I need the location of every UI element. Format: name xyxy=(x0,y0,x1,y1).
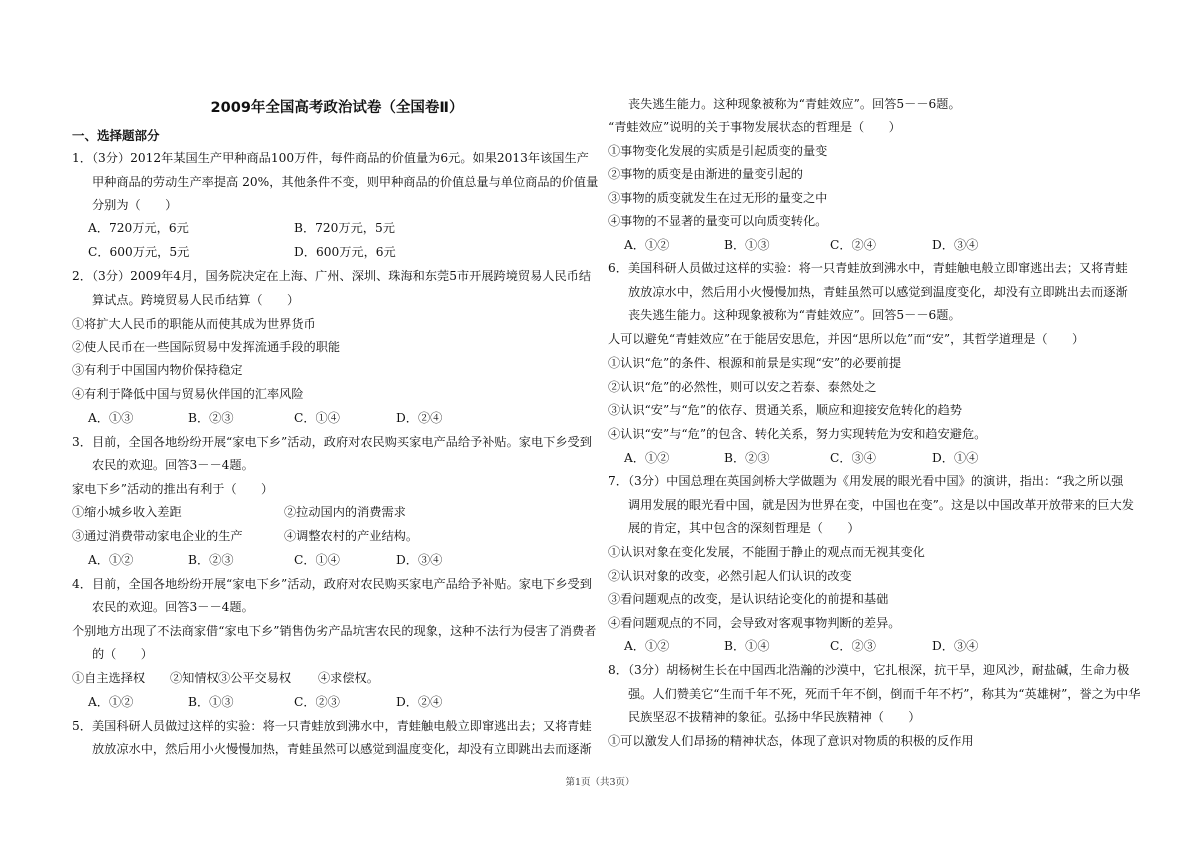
question-4-statement: ④求偿权。 xyxy=(318,671,379,685)
question-4-line: 农民的欢迎。回答3－－4题。 xyxy=(92,600,254,614)
question-7-statement: ③看问题观点的改变，是认识结论变化的前提和基础 xyxy=(608,592,889,606)
question-4-line: 个别地方出现了不法商家借“家电下乡”销售伪劣产品坑害农民的现象，这种不法行为侵害了消费者 xyxy=(72,624,597,638)
question-1-option-a: A．720万元，6元 xyxy=(88,221,189,235)
question-6-line: 丧失逃生能力。这种现象被称为“青蛙效应”。回答5－－6题。 xyxy=(628,308,961,322)
question-5-statement: ④事物的不显著的量变可以向质变转化。 xyxy=(608,214,828,228)
question-7-line: 7．（3分）中国总理在英国剑桥大学做题为《用发展的眼光看中国》的演讲，指出：“我之所以强 xyxy=(608,474,1124,488)
question-5-statement: ①事物变化发展的实质是引起质变的量变 xyxy=(608,144,828,158)
question-4-option-d: D．②④ xyxy=(396,695,443,709)
question-4-statement: ③公平交易权 xyxy=(218,671,292,685)
question-5-line: “青蛙效应”说明的关于事物发展状态的哲理是（ ） xyxy=(608,120,901,134)
question-5-line: 丧失逃生能力。这种现象被称为“青蛙效应”。回答5－－6题。 xyxy=(628,97,961,111)
question-3-line: 农民的欢迎。回答3－－4题。 xyxy=(92,458,254,472)
question-7-statement: ④看问题观点的不同，会导致对客观事物判断的差异。 xyxy=(608,616,901,630)
question-8-statement: ①可以激发人们昂扬的精神状态，体现了意识对物质的积极的反作用 xyxy=(608,734,974,748)
question-3-line: 3．目前，全国各地纷纷开展“家电下乡”活动，政府对农民购买家电产品给予补贴。家电下乡受到 xyxy=(72,435,592,449)
question-1-option-c: C．600万元，5元 xyxy=(88,245,190,259)
question-7-line: 展的肯定，其中包含的深刻哲理是（ ） xyxy=(628,521,860,535)
question-4-option-c: C．②③ xyxy=(294,695,340,709)
question-4-statement: ②知情权 xyxy=(170,671,219,685)
question-1-line: 1．（3分）2012年某国生产甲种商品100万件，每件商品的价值量为6元。如果2013年该国生产 xyxy=(72,151,589,165)
question-6-option-a: A．①② xyxy=(624,451,670,465)
question-5-option-d: D．③④ xyxy=(932,238,979,252)
question-6-line: 6．美国科研人员做过这样的实验：将一只青蛙放到沸水中，青蛙触电般立即窜逃出去；又将青蛙 xyxy=(608,261,1128,275)
question-3-statement: ③通过消费带动家电企业的生产 xyxy=(72,529,243,543)
question-4-line: 的（ ） xyxy=(92,647,153,661)
question-5-option-b: B．①③ xyxy=(724,238,770,252)
question-6-statement: ②认识“危”的必然性，则可以安之若泰、泰然处之 xyxy=(608,380,877,394)
question-8-line: 强。人们赞美它“生而千年不死，死而千年不倒，倒而千年不朽”，称其为“英雄树”，誉之为中华 xyxy=(628,687,1141,701)
question-3-option-d: D．③④ xyxy=(396,553,443,567)
question-7-option-a: A．①② xyxy=(624,639,670,653)
question-6-statement: ④认识“安”与“危”的包含、转化关系，努力实现转危为安和趋安避危。 xyxy=(608,427,987,441)
question-7-statement: ①认识对象在变化发展，不能囿于静止的观点而无视其变化 xyxy=(608,545,925,559)
question-4-statement: ①自主选择权 xyxy=(72,671,146,685)
question-6-statement: ③认识“安”与“危”的依存、贯通关系，顺应和迎接安危转化的趋势 xyxy=(608,403,962,417)
document-title: 2009年全国高考政治试卷（全国卷Ⅱ） xyxy=(210,100,464,116)
question-2-line: 算试点。跨境贸易人民币结算（ ） xyxy=(92,293,300,307)
question-1-line: 甲种商品的劳动生产率提高 20%，其他条件不变，则甲种商品的价值总量与单位商品的价值量 xyxy=(92,175,599,189)
question-2-option-b: B．②③ xyxy=(188,411,234,425)
question-2-statement: ③有利于中国国内物价保持稳定 xyxy=(72,363,243,377)
question-1-option-b: B．720万元，5元 xyxy=(294,221,395,235)
question-7-option-c: C．②③ xyxy=(830,639,876,653)
question-7-statement: ②认识对象的改变，必然引起人们认识的改变 xyxy=(608,569,852,583)
question-1-line: 分别为（ ） xyxy=(92,198,178,212)
question-2-option-a: A．①③ xyxy=(88,411,134,425)
section-heading: 一、选择题部分 xyxy=(72,128,160,143)
question-8-line: 民族坚忍不拔精神的象征。弘扬中华民族精神（ ） xyxy=(628,710,921,724)
question-6-line: 放放凉水中，然后用小火慢慢加热，青蛙虽然可以感觉到温度变化，却没有立即跳出去而逐渐 xyxy=(628,285,1128,299)
question-1-option-d: D．600万元，6元 xyxy=(294,245,396,259)
question-3-line: 家电下乡”活动的推出有利于（ ） xyxy=(72,482,274,496)
question-3-option-c: C．①④ xyxy=(294,553,340,567)
question-3-statement: ①缩小城乡收入差距 xyxy=(72,505,182,519)
question-6-line: 人可以避免“青蛙效应”在于能居安思危，并因“思所以危”而“安”，其哲学道理是（ ） xyxy=(608,332,1085,346)
question-3-option-b: B．②③ xyxy=(188,553,234,567)
question-6-option-c: C．③④ xyxy=(830,451,876,465)
question-6-option-d: D．①④ xyxy=(932,451,979,465)
question-2-option-c: C．①④ xyxy=(294,411,340,425)
question-2-line: 2．（3分）2009年4月，国务院决定在上海、广州、深圳、珠海和东莞5市开展跨境贸易人民币结 xyxy=(72,269,592,283)
question-4-option-a: A．①② xyxy=(88,695,134,709)
question-5-statement: ②事物的质变是由渐进的量变引起的 xyxy=(608,167,803,181)
page-footer: 第1页（共3页） xyxy=(565,777,635,788)
question-2-statement: ②使人民币在一些国际贸易中发挥流通手段的职能 xyxy=(72,340,341,354)
question-7-option-d: D．③④ xyxy=(932,639,979,653)
question-7-line: 调用发展的眼光看中国，就是因为世界在变，中国也在变”。这是以中国改革开放带来的巨大发 xyxy=(628,498,1134,512)
question-4-option-b: B．①③ xyxy=(188,695,234,709)
question-5-option-c: C．②④ xyxy=(830,238,876,252)
question-8-line: 8．（3分）胡杨树生长在中国西北浩瀚的沙漠中，它扎根深，抗干旱，迎风沙，耐盐碱，生命力极 xyxy=(608,663,1130,677)
question-2-statement: ④有利于降低中国与贸易伙伴国的汇率风险 xyxy=(72,387,304,401)
question-2-option-d: D．②④ xyxy=(396,411,443,425)
question-5-line: 放放凉水中，然后用小火慢慢加热，青蛙虽然可以感觉到温度变化，却没有立即跳出去而逐渐 xyxy=(92,742,592,756)
question-7-option-b: B．①④ xyxy=(724,639,770,653)
question-3-option-a: A．①② xyxy=(88,553,134,567)
question-5-option-a: A．①② xyxy=(624,238,670,252)
question-6-statement: ①认识“危”的条件、根源和前景是实现“安”的必要前提 xyxy=(608,356,902,370)
question-2-statement: ①将扩大人民币的职能从而使其成为世界货币 xyxy=(72,317,316,331)
question-3-statement: ④调整农村的产业结构。 xyxy=(284,529,419,543)
question-4-line: 4．目前，全国各地纷纷开展“家电下乡”活动，政府对农民购买家电产品给予补贴。家电下乡受到 xyxy=(72,577,592,591)
question-3-statement: ②拉动国内的消费需求 xyxy=(284,505,406,519)
question-6-option-b: B．②③ xyxy=(724,451,770,465)
question-5-statement: ③事物的质变就发生在过无形的量变之中 xyxy=(608,191,828,205)
question-5-line: 5．美国科研人员做过这样的实验：将一只青蛙放到沸水中，青蛙触电般立即窜逃出去；又将青蛙 xyxy=(72,719,592,733)
